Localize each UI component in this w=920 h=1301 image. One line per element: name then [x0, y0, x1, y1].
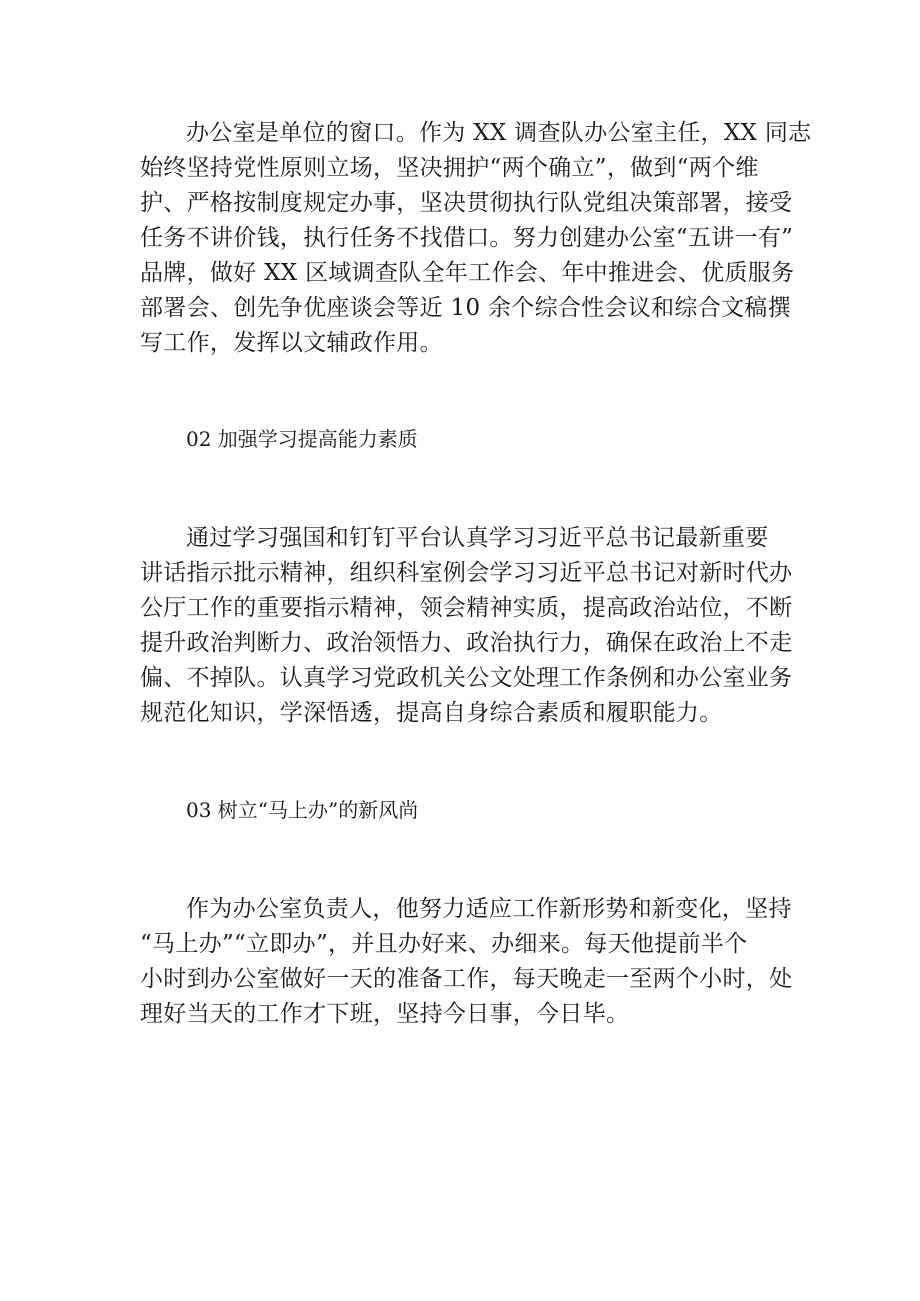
paragraph-line: 偏、不掉队。认真学习党政机关公文处理工作条例和办公室业务	[140, 665, 793, 691]
paragraph-line: 写工作，发挥以文辅政作用。	[140, 330, 443, 356]
paragraph-line: 公厅工作的重要指示精神，领会精神实质，提高政治站位，不断	[140, 595, 793, 621]
paragraph-line: 规范化知识，学深悟透，提高自身综合素质和履职能力。	[140, 700, 723, 726]
paragraph-line: 提升政治判断力、政治领悟力、政治执行力，确保在政治上不走	[140, 630, 793, 656]
paragraph-line: 部署会、创先争优座谈会等近 10 余个综合性会议和综合文稿撰	[140, 295, 791, 321]
paragraph-line: 品牌，做好 XX 区域调查队全年工作会、年中推进会、优质服务	[140, 260, 795, 286]
section-heading: 02 加强学习提高能力素质	[186, 427, 418, 451]
paragraph-line: 理好当天的工作才下班，坚持今日事，今日毕。	[140, 1001, 630, 1027]
paragraph-line: 小时到办公室做好一天的准备工作，每天晚走一至两个小时，处	[140, 966, 793, 992]
paragraph-line: 通过学习强国和钉钉平台认真学习习近平总书记最新重要	[186, 525, 769, 551]
section-heading: 03 树立“马上办”的新风尚	[186, 798, 419, 822]
paragraph-line: 护、严格按制度规定办事，坚决贯彻执行队党组决策部署，接受	[140, 190, 793, 216]
paragraph-line: “马上办”“立即办”，并且办好来、办细来。每天他提前半个	[140, 931, 748, 957]
paragraph-line: 讲话指示批示精神，组织科室例会学习习近平总书记对新时代办	[140, 560, 793, 586]
paragraph-line: 始终坚持党性原则立场，坚决拥护“两个确立”，做到“两个维	[140, 155, 759, 181]
paragraph-line: 作为办公室负责人，他努力适应工作新形势和新变化，坚持	[186, 896, 792, 922]
paragraph-line: 任务不讲价钱，执行任务不找借口。努力创建办公室“五讲一有”	[140, 225, 794, 251]
paragraph-line: 办公室是单位的窗口。作为 XX 调查队办公室主任，XX 同志	[186, 120, 812, 146]
